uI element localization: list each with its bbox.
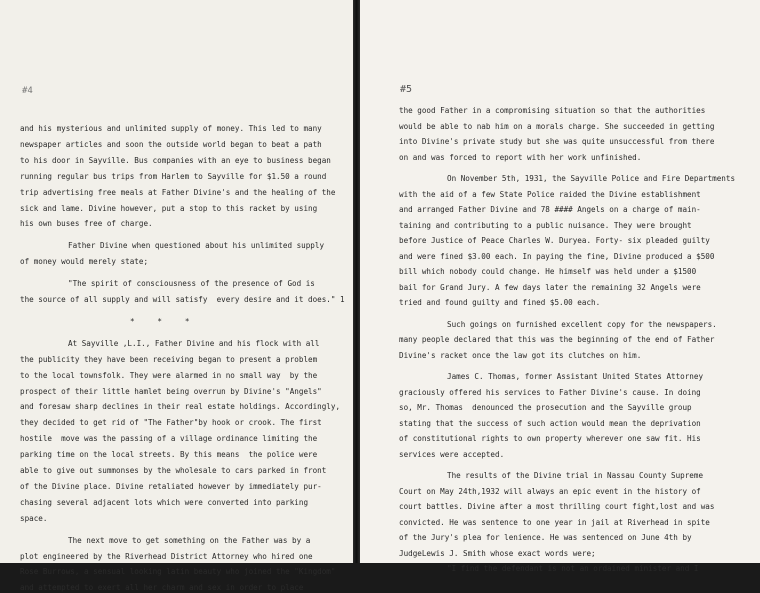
text-line: prospect of their little hamlet being overrun by Divine's "Angels" [20,386,322,396]
right-page [360,0,760,573]
text-line: court battles. Divine after a most thrilling court fight,lost and was [399,502,715,511]
text-line: would be able to nab him on a morals charge. She succeeded in getting [399,121,715,131]
text-line: taining and contributing to a public nuisance. They were brought [399,220,692,230]
text-line: bail for Grand Jury. A few days later the remaining 32 Angels were [399,282,701,292]
page-number: #4 [22,86,33,96]
text-line: trip advertising free meals at Father Divine's and the healing of the [20,187,336,197]
text-line: of the Divine place. Divine retaliated however by immediately pur- [20,481,322,491]
text-line: Divine's racket once the law got its clutches on him. [399,350,642,360]
text-line: of constitutional rights to own property wherever one saw fit. His [399,434,701,443]
text-line: and his mysterious and unlimited supply of money. This led to many [20,124,322,133]
text-line: and arranged Father Divine and 78 #### Angels on a charge of main- [399,205,701,214]
text-line: parking time on the local streets. By this means the police were [20,450,318,460]
text-line: so, Mr. Thomas denounced the prosecution and the Sayville group [399,403,692,412]
text-line: sick and lame. Divine however, put a stop to this racket by using [20,203,318,213]
text-line: before Justice of Peace Charles W. Duryea. Forty- six pleaded guilty [399,236,710,245]
text-line: newspaper articles and soon the outside world began to beat a path [20,139,322,149]
text-line: The next move to get something on the Father was by a [68,535,311,545]
page-number: #5 [400,84,413,95]
text-line: stating that the success of such action would mean the deprivation [399,418,701,428]
text-line: services were accepted. [399,449,505,459]
text-line: plot engineered by the Riverhead District Attorney who hired one [20,551,313,561]
text-line: * * * [130,316,190,326]
text-line: on and was forced to report with her work unfinished. [399,152,642,162]
text-line: graciously offered his services to Father Divine's cause. In doing [399,387,701,397]
text-line: they decided to get rid of "The Father"by hook or crook. The first [20,418,322,428]
text-line: hostile move was the passing of a village ordinance limiting the [20,434,318,444]
text-line: convicted. He was sentence to one year in jail at Riverhead in spite [399,517,710,527]
text-line: tried and found guilty and fined $5.00 each. [399,298,601,307]
text-line: James C. Thomas, former Assistant United States Attorney [447,372,704,381]
text-line: Rose Burrows, a sensual looking latin beauty who joined the "Kingdom" [20,567,336,577]
text-line: running regular bus trips from Harlem to Sayville for $1.50 a round [20,171,327,181]
text-line: with the aid of a few State Police raided the Divine establishment [399,189,701,199]
text-line: Such goings on furnished excellent copy for the newspapers. [447,319,717,329]
text-line: Court on May 24th,1932 will always an epic event in the history of [399,486,701,496]
text-line: The results of the Divine trial in Nassau County Supreme [447,471,704,480]
text-line: "I find the defendant is not an ordained minister and I [447,564,699,573]
text-line: to his door in Sayville. Bus companies with an eye to business began [20,155,331,165]
text-line: the good Father in a compromising situation so that the authorities [399,106,706,115]
text-line: and foresaw sharp declines in their real estate holdings. Accordingly, [20,402,341,412]
text-line: able to give out summonses by the wholesale to cars parked in front [20,466,327,475]
left-page [0,0,353,593]
text-line: his own buses free of charge. [20,219,153,229]
text-line: On November 5th, 1931, the Sayville Police and Fire Departments [447,174,736,183]
text-line: the publicity they have been receiving began to present a problem [20,354,318,364]
text-line: and attempted to exert all her charm and sex in order to place [20,583,304,593]
text-line: of money would merely state; [20,257,149,267]
text-line: into Divine's private study but she was quite unsuccessful from there [399,137,715,146]
text-line: to the local townsfolk. They were alarmed in no small way by the [20,370,318,380]
text-line: of the Jury's plea for lenience. He was sentenced on June 4th by [399,533,692,542]
text-line: "The spirit of consciousness of the presence of God is [68,279,315,289]
text-line: and were fined $3.00 each. In paying the fine, Divine produced a $500 [399,251,715,261]
text-line: JudgeLewis J. Smith whose exact words were; [399,548,596,558]
text-line: At Sayville ,L.I., Father Divine and his flock with all [68,338,320,348]
text-line: the source of all supply and will satisfy every desire and it does." 1 [20,295,345,304]
text-line: Father Divine when questioned about his unlimited supply [68,241,325,251]
text-line: many people declared that this was the beginning of the end of Father [399,335,715,344]
text-line: space. [20,513,48,523]
page-gutter [353,0,360,563]
text-line: chasing several adjacent lots which were converted into parking [20,497,309,507]
text-line: bill which nobody could change. He himself was held under a $1500 [399,267,697,276]
